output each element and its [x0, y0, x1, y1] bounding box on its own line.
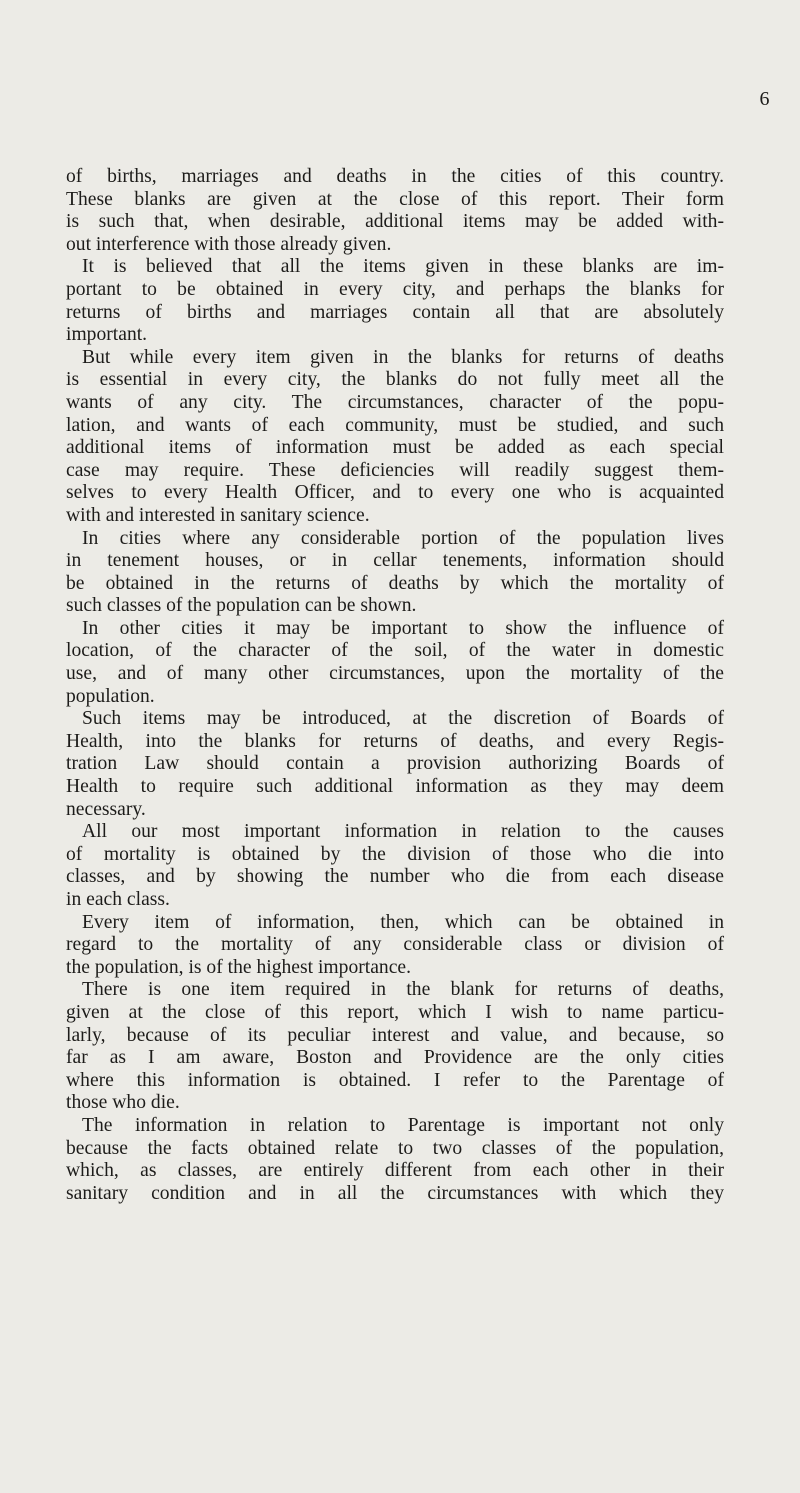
text-line: The information in relation to Parentage is important not only: [82, 1114, 724, 1136]
text-line: Health to require such additional information as they may deem: [66, 776, 724, 798]
text-line: which, as classes, are entirely different from each other in their: [66, 1160, 724, 1182]
text-line: where this information is obtained. I refer to the Parentage of: [66, 1069, 724, 1091]
text-line: necessary.: [66, 798, 146, 820]
text-line: portant to be obtained in every city, and perhaps the blanks for: [66, 278, 724, 300]
text-line: additional items of information must be added as each special: [66, 437, 724, 459]
text-line: in tenement houses, or in cellar tenements, information should: [66, 550, 724, 572]
text-line: is essential in every city, the blanks do not fully meet all the: [66, 369, 724, 391]
text-line: be obtained in the returns of deaths by which the mortality of: [66, 572, 724, 594]
page-number: 6: [759, 88, 770, 110]
text-line: regard to the mortality of any considerable class or division of: [66, 934, 724, 956]
text-line: population.: [66, 685, 155, 707]
text-line: classes, and by showing the number who die from each disease: [66, 866, 724, 888]
text-line: in each class.: [66, 889, 170, 910]
text-line: lation, and wants of each community, must be studied, and such: [66, 414, 724, 436]
text-line: tration Law should contain a provision authorizing Boards of: [66, 753, 724, 775]
text-line: such classes of the population can be shown.: [66, 595, 417, 617]
text-line: All our most important information in relation to the causes: [82, 821, 724, 843]
text-line: of births, marriages and deaths in the cities of this country.: [66, 166, 724, 187]
text-line: Such items may be introduced, at the discretion of Boards of: [82, 708, 724, 730]
text-line: Health, into the blanks for returns of deaths, and every Regis-: [66, 730, 724, 752]
text-line: given at the close of this report, which I wish to name particu-: [66, 1001, 724, 1023]
text-line: In other cities it may be important to show the influence of: [82, 617, 724, 639]
text-line: Every item of information, then, which can be obtained in: [82, 911, 724, 933]
text-line: It is believed that all the items given in these blanks are im-: [82, 256, 724, 278]
text-line: of mortality is obtained by the division of those who die into: [66, 843, 724, 865]
text-line: those who die.: [66, 1092, 180, 1114]
text-line: use, and of many other circumstances, upon the mortality of the: [66, 663, 724, 685]
text-line: out interference with those already given.: [66, 233, 392, 255]
text-line: In cities where any considerable portion of the population lives: [82, 527, 724, 549]
body-text: [66, 166, 724, 1205]
text-line: the population, is of the highest importance.: [66, 956, 411, 978]
text-line: wants of any city. The circumstances, character of the popu-: [66, 391, 724, 413]
text-line: because the facts obtained relate to two classes of the population,: [66, 1137, 724, 1159]
text-line: case may require. These deficiencies will readily suggest them-: [66, 459, 724, 481]
text-line: sanitary condition and in all the circumstances with which they: [66, 1182, 724, 1204]
text-line: These blanks are given at the close of this report. Their form: [66, 188, 724, 210]
text-line: is such that, when desirable, additional items may be added with-: [66, 211, 724, 233]
text-line: larly, because of its peculiar interest and value, and because, so: [66, 1024, 724, 1046]
text-line: There is one item required in the blank for returns of deaths,: [82, 979, 724, 1001]
text-line: far as I am aware, Boston and Providence are the only cities: [66, 1047, 724, 1069]
text-line: with and interested in sanitary science.: [66, 504, 370, 526]
text-line: returns of births and marriages contain all that are absolutely: [66, 301, 724, 323]
text-line: important.: [66, 324, 148, 346]
text-line: selves to every Health Officer, and to every one who is acquainted: [66, 482, 724, 504]
text-line: location, of the character of the soil, of the water in domestic: [66, 640, 724, 662]
text-line: But while every item given in the blanks for returns of deaths: [82, 346, 724, 368]
